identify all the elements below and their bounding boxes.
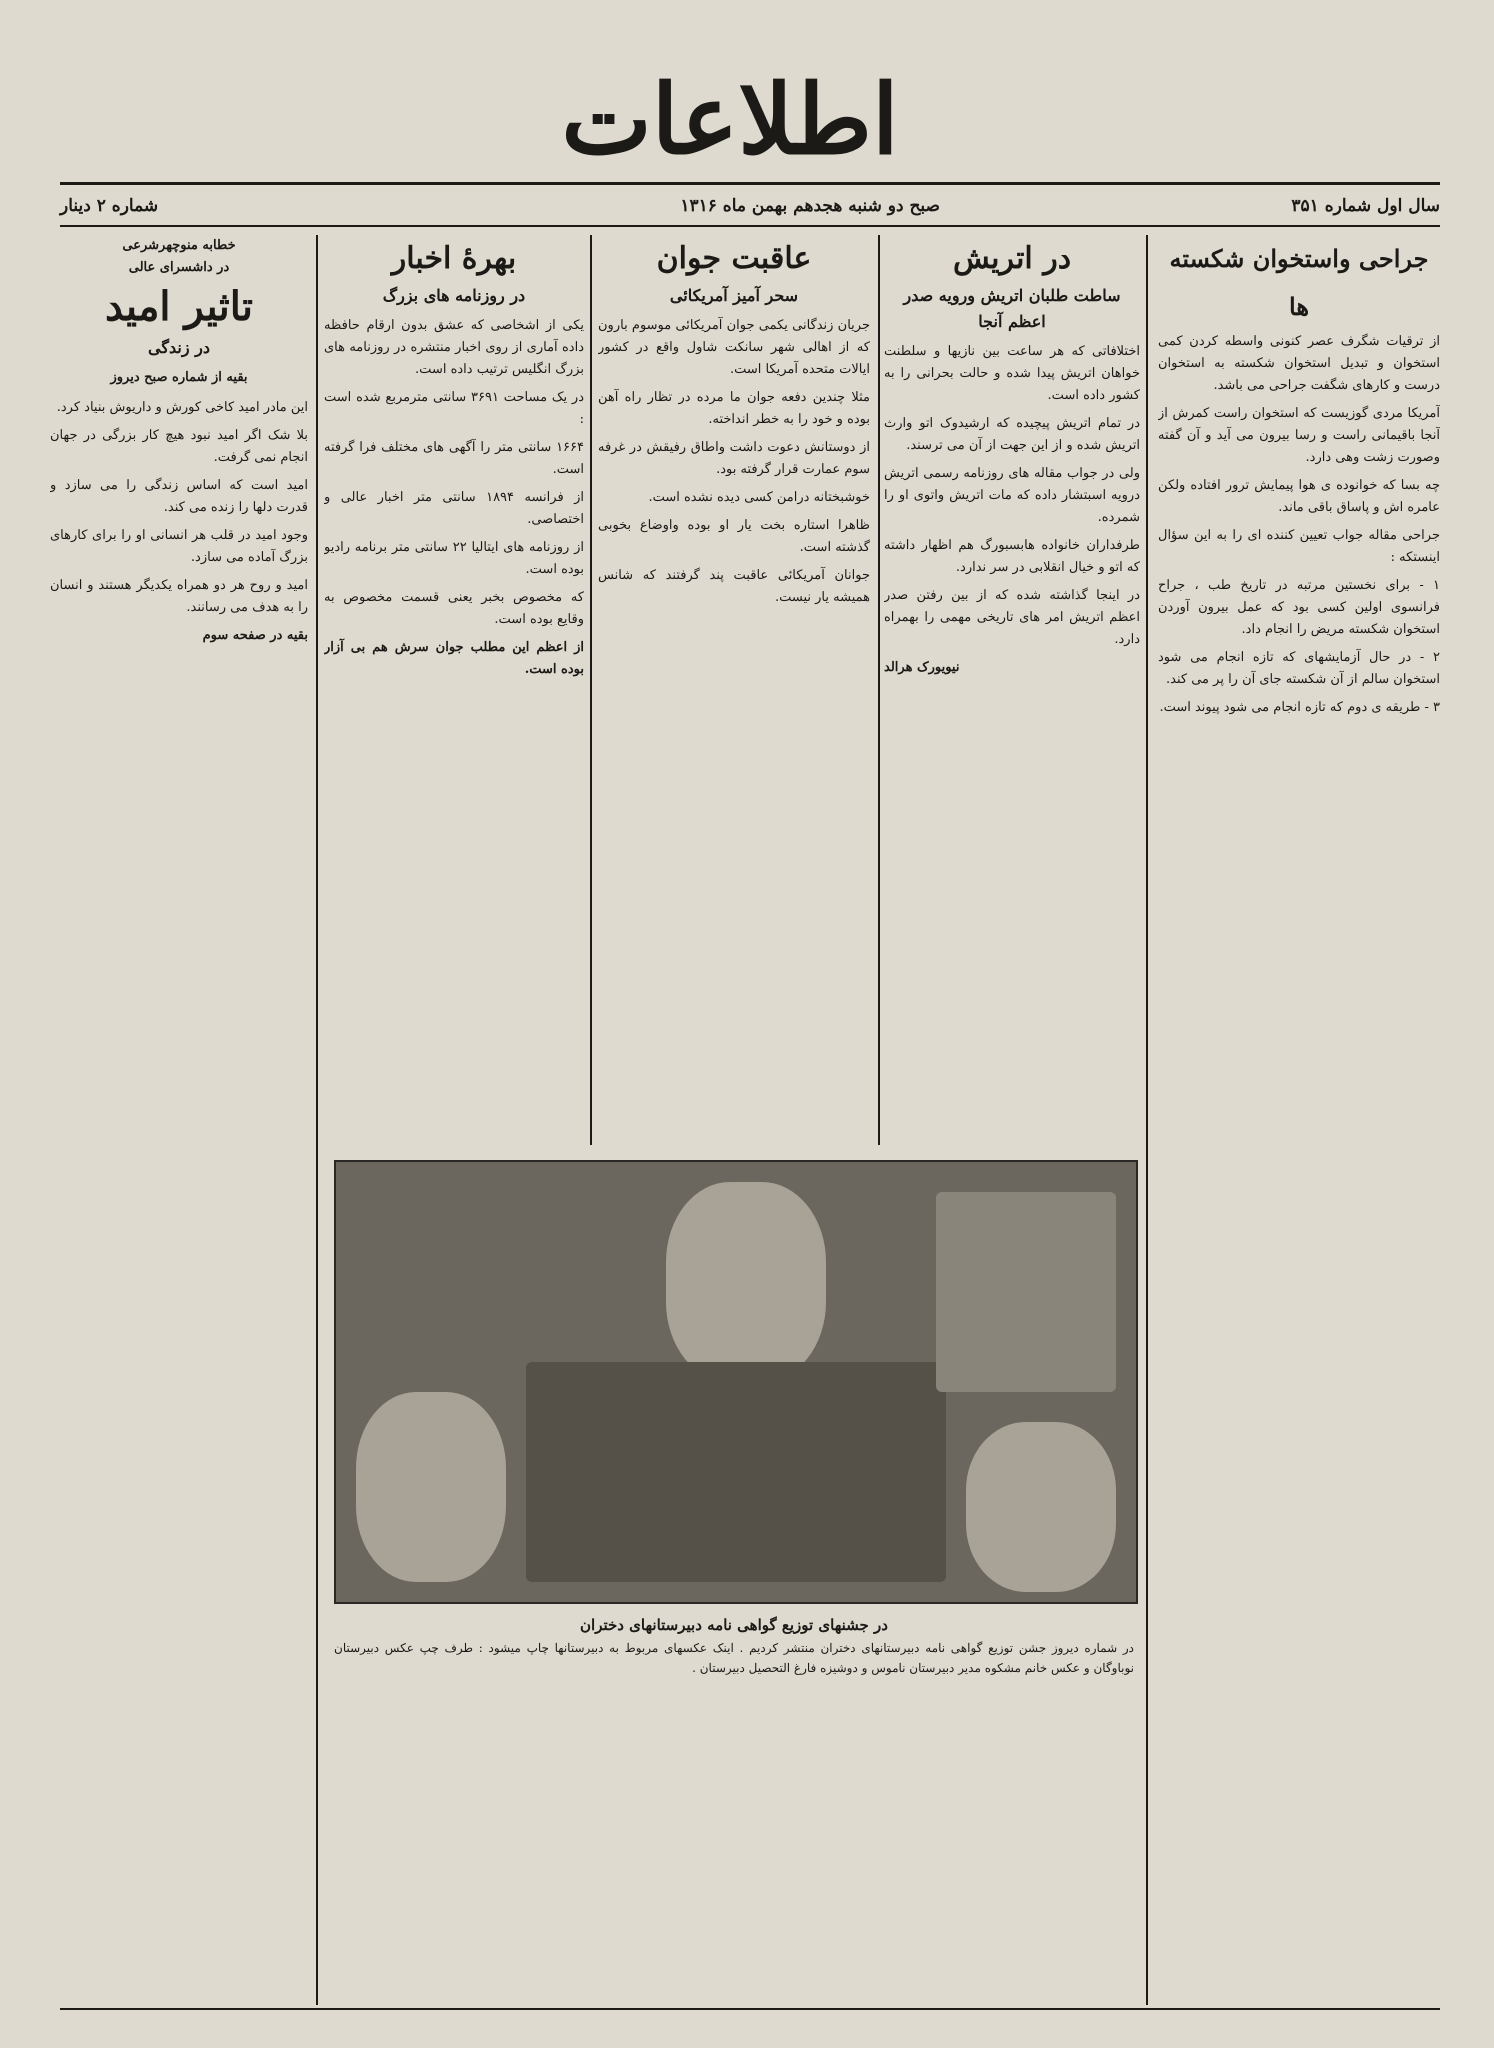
surgery-paragraph: جراحی مقاله جواب تعیین کننده ای را به این سؤال اینستکه : [1158,528,1440,565]
column-divider [316,235,318,2005]
news-paragraph: یکی از اشخاصی که عشق بدون ارقام حافظه داده آماری از روی اخبار منتشره در روزنامه های بزرگ انگلیس ترتیب داده است. [324,318,584,377]
column-austria [884,235,1140,1145]
column-divider [878,235,880,1145]
hope-top-title: خطابه منوچهرشرعی [122,238,236,253]
austria-paragraph: ولی در جواب مقاله های روزنامه رسمی اتریش درویه اسبتشار داده که مات اتریش واتوی او را شمرده. [884,466,1140,525]
austria-paragraph: اختلافاتی که هر ساعت بین نازیها و سلطنت خواهان اتریش پیدا شده و حالت بحرانی را به کشور داده است. [884,344,1140,403]
column-surgery [1158,235,1440,2005]
surgery-paragraph: ۲ - در حال آزمایشهای که تازه انجام می شود استخوان سالم از آن شکسته جای آن را پر می کند. [1158,650,1440,687]
news-paragraph: ۱۶۶۴ سانتی متر را آگهی های مختلف فرا گرفته است. [324,440,584,477]
news-paragraph: در یک مساحت ۳۶۹۱ سانتی مترمربع شده است : [324,390,584,427]
issue-date: صبح دو شنبه هجدهم بهمن ماه ۱۳۱۶ [680,196,940,216]
hope-top-sub: در داشسرای عالی [128,260,230,275]
hope-paragraph: بلا شک اگر امید نبود هیچ کار بزرگی در جهان انجام نمی گرفت. [50,428,308,465]
dateline-rule [60,225,1440,227]
news-paragraph: که مخصوص بخبر یعنی قسمت مخصوص به وقایع بوده است. [324,590,584,627]
hope-paragraph: امید و روح هر دو همراه یکدیگر هستند و انسان را به هدف می رسانند. [50,578,308,615]
hope-paragraph: امید است که اساس زندگی را می سازد و قدرت دلها را زنده می کند. [50,478,308,515]
column-news [324,235,584,1145]
portrait-face [666,1182,826,1382]
issue-price: شماره ۲ دینار [60,196,159,216]
photo-caption-body: در شماره دیروز جشن توزیع گواهی نامه دبیرستانهای دختران منتشر کردیم . اینک عکسهای مربوط به دبیرستانها چاپ میشود : طرف چپ عکس دبیرستان نوباوگان و عکس خانم مشکوه مدیر دبیرستان ناموس و دوشیزه فارغ التحصیل دبیرستان . [334,1641,1135,1675]
surgery-paragraph: از ترقیات شگرف عصر کنونی واسطه کردن کمی استخوان و تبدیل استخوان شکسته به استخوان درست و کارهای شگفت جراحی می باشد. [1158,334,1440,393]
group-photo [936,1192,1116,1392]
group-photo [526,1362,946,1582]
masthead-rule [60,182,1440,185]
portrait-face [966,1422,1116,1592]
news-paragraph: از فرانسه ۱۸۹۴ سانتی متر اخبار عالی و اختصاصی. [324,490,584,527]
photo-caption-title: در جشنهای توزیع گواهی نامه دبیرستانهای دختران [580,1616,888,1634]
masthead-title: اطلاعات [561,63,899,176]
austria-paragraph: در اینجا گذاشته شده که از بین رفتن صدر اعظم اتریش امر های تاریخی مهمی را بهمراه دارد. [884,588,1140,647]
hope-continued: بقیه از شماره صبح دیروز [110,370,248,385]
headline-hope: تاثیر امید [104,283,254,330]
surgery-paragraph: ۱ - برای نخستین مرتبه در تاریخ طب ، جراح فرانسوی اولین کسی بود که عمل بیرون آوردن استخوان شکسته مریض را انجام داد. [1158,578,1440,637]
column-divider [1146,235,1148,2005]
youth-paragraph: جریان زندگانی یکمی جوان آمریکائی موسوم بارون که از اهالی شهر سانکت شاول واقع در کشور ایالات متحده آمریکا است. [598,318,870,377]
hope-paragraph: این مادر امید کاخی کورش و داریوش بنیاد کرد. [56,400,308,415]
news-footer: از اعظم این مطلب جوان سرش هم بی آزار بوده است. [324,640,584,677]
school-photo [334,1160,1138,1604]
youth-paragraph: مثلا چندین دفعه جوان ما مرده در تظار راه آهن بوده و خود را به خطر انداخته. [598,390,870,427]
headline-austria: در اتریش [952,241,1072,276]
youth-paragraph: خوشبختانه درامن کسی دیده نشده است. [648,490,870,505]
portrait-face [356,1392,506,1582]
issue-number: سال اول شماره ۳۵۱ [1291,196,1440,216]
subhead-austria: ساطت طلبان اتریش ورویه صدر اعظم آنجا [903,286,1121,331]
news-paragraph: از روزنامه های ایتالیا ۲۲ سانتی متر برنامه رادیو بوده است. [324,540,584,577]
headline-news: بهرهٔ اخبار [391,241,517,276]
youth-paragraph: از دوستانش دعوت داشت واطاق رفیقش در غرفه سوم عمارت قرار گرفته بود. [598,440,870,477]
surgery-paragraph: آمریکا مردی گوزیست که استخوان راست کمرش از آنجا باقیمانی راست و رسا بیرون می آید و آن گفته وصورت زشت وهی دارد. [1158,406,1440,465]
subhead-youth: سحر آمیز آمریکائی [669,286,799,305]
hope-paragraph: وجود امید در قلب هر انسانی او را برای کارهای بزرگ آماده می سازد. [50,528,308,565]
photo-caption [334,1612,1134,1678]
column-divider [590,235,592,1145]
austria-signature: نیویورک هرالد [884,660,960,675]
column-hope [50,235,308,2005]
headline-surgery: جراحی واستخوان شکسته ها [1169,244,1429,321]
subhead-news: در روزنامه های بزرگ [382,286,526,305]
bottom-rule [60,2008,1440,2010]
youth-paragraph: جوانان آمریکائی عاقبت پند گرفتند که شانس همیشه یار نیست. [598,568,870,605]
surgery-paragraph: ۳ - طریقه ی دوم که تازه انجام می شود پیوند است. [1159,700,1440,715]
column-youth [598,235,870,1145]
headline-youth: عاقبت جوان [656,241,812,276]
dateline [60,192,1440,222]
austria-paragraph: در تمام اتریش پیچیده که ارشیدوک اتو وارث اتریش شده و از این جهت از آن می ترسند. [884,416,1140,453]
surgery-paragraph: چه بسا که خوانوده ی هوا پیمایش ترور افتاده ولکن عامره اش و پاساق باقی ماند. [1158,478,1440,515]
hope-continued-footer: بقیه در صفحه سوم [202,628,308,643]
austria-paragraph: طرفداران خانواده هابسبورگ هم اظهار داشته که اتو و خیال انقلابی در سر ندارد. [884,538,1140,575]
youth-paragraph: ظاهرا استاره بخت یار او بوده واوضاع بخوبی گذشته است. [598,518,870,555]
subhead-hope: در زندگی [148,338,210,357]
